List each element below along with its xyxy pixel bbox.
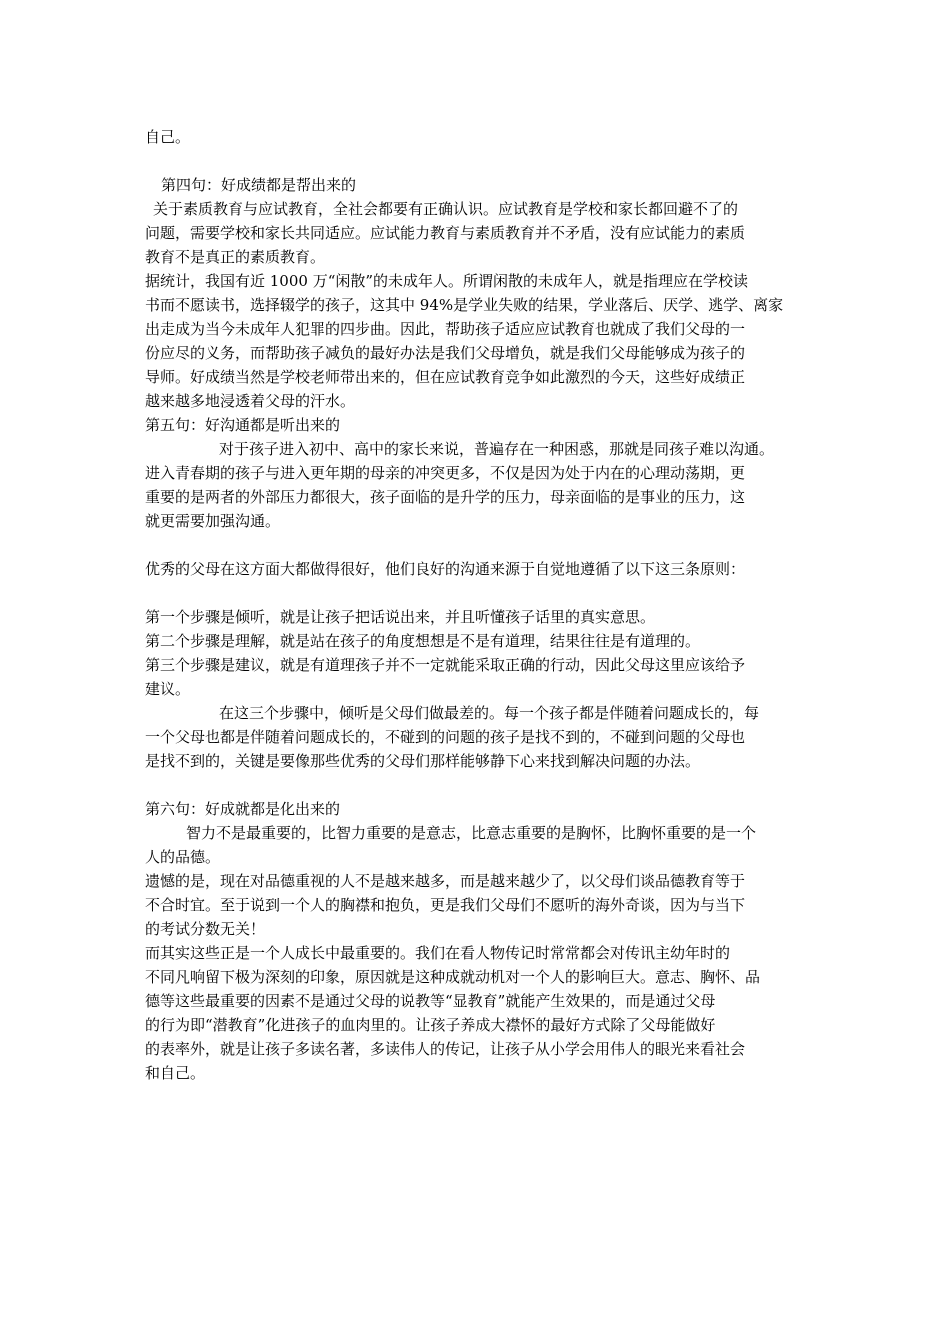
text-line: 在这三个步骤中，倾听是父母们做最差的。每一个孩子都是伴随着问题成长的，每 <box>219 704 760 722</box>
section-heading-6: 第六句：好成就都是化出来的 <box>145 800 341 818</box>
text-line: 关于素质教育与应试教育，全社会都要有正确认识。应试教育是学校和家长都回避不了的 <box>153 200 739 218</box>
text-line: 导师。好成绩当然是学校老师带出来的，但在应试教育竞争如此激烈的今天，这些好成绩正 <box>145 368 746 386</box>
text-line: 的考试分数无关！ <box>145 920 266 938</box>
text-line: 的表率外，就是让孩子多读名著，多读伟人的传记，让孩子从小学会用伟人的眼光来看社会 <box>145 1040 746 1058</box>
text-line: 一个父母也都是伴随着问题成长的，不碰到的问题的孩子是找不到的，不碰到问题的父母也 <box>145 728 746 746</box>
text-line: 第一个步骤是倾听，就是让孩子把话说出来，并且听懂孩子话里的真实意思。 <box>145 608 656 626</box>
text-line: 进入青春期的孩子与进入更年期的母亲的冲突更多，不仅是因为处于内在的心理动荡期，更 <box>145 464 746 482</box>
text-line: 自己。 <box>145 128 191 146</box>
text-line: 德等这些最重要的因素不是通过父母的说教等“显教育”就能产生效果的，而是通过父母 <box>145 992 716 1010</box>
text-line: 越来越多地浸透着父母的汗水。 <box>145 392 356 410</box>
text-line: 智力不是最重要的，比智力重要的是意志，比意志重要的是胸怀，比胸怀重要的是一个 <box>186 824 757 842</box>
section-heading-5: 第五句：好沟通都是听出来的 <box>145 416 341 434</box>
text-line: 不同凡响留下极为深刻的印象，原因就是这种成就动机对一个人的影响巨大。意志、胸怀、品 <box>145 968 761 986</box>
text-line: 份应尽的义务，而帮助孩子减负的最好办法是我们父母增负，就是我们父母能够成为孩子的 <box>145 344 746 362</box>
text-line: 重要的是两者的外部压力都很大，孩子面临的是升学的压力，母亲面临的是事业的压力，这 <box>145 488 746 506</box>
text-line: 优秀的父母在这方面大都做得很好，他们良好的沟通来源于自觉地遵循了以下这三条原则： <box>145 560 746 578</box>
text-line: 的行为即“潜教育”化进孩子的血肉里的。让孩子养成大襟怀的最好方式除了父母能做好 <box>145 1016 716 1034</box>
section-heading-4: 第四句：好成绩都是帮出来的 <box>161 176 357 194</box>
text-line: 和自己。 <box>145 1064 206 1082</box>
text-line: 对于孩子进入初中、高中的家长来说，普遍存在一种困惑，那就是同孩子难以沟通。 <box>219 440 775 458</box>
text-line: 据统计，我国有近 1000 万“闲散”的未成年人。所谓闲散的未成年人，就是指理应在学校读 <box>145 272 749 290</box>
text-line: 问题，需要学校和家长共同适应。应试能力教育与素质教育并不矛盾，没有应试能力的素质 <box>145 224 746 242</box>
text-line: 而其实这些正是一个人成长中最重要的。我们在看人物传记时常常都会对传讯主幼年时的 <box>145 944 731 962</box>
text-line: 建议。 <box>145 680 191 698</box>
text-line: 书而不愿读书，选择辍学的孩子，这其中 94%是学业失败的结果，学业落后、厌学、逃学、离家 <box>145 296 784 314</box>
text-line: 第三个步骤是建议，就是有道理孩子并不一定就能采取正确的行动，因此父母这里应该给予 <box>145 656 746 674</box>
text-line: 是找不到的，关键是要像那些优秀的父母们那样能够静下心来找到解决问题的办法。 <box>145 752 701 770</box>
text-line: 人的品德。 <box>145 848 221 866</box>
text-line: 出走成为当今未成年人犯罪的四步曲。因此，帮助孩子适应应试教育也就成了我们父母的一 <box>145 320 746 338</box>
text-line: 就更需要加强沟通。 <box>145 512 281 530</box>
text-line: 遗憾的是，现在对品德重视的人不是越来越多，而是越来越少了，以父母们谈品德教育等于 <box>145 872 746 890</box>
text-line: 第二个步骤是理解，就是站在孩子的角度想想是不是有道理，结果往往是有道理的。 <box>145 632 701 650</box>
text-line: 教育不是真正的素质教育。 <box>145 248 326 266</box>
text-line: 不合时宜。至于说到一个人的胸襟和抱负，更是我们父母们不愿听的海外奇谈，因为与当下 <box>145 896 746 914</box>
